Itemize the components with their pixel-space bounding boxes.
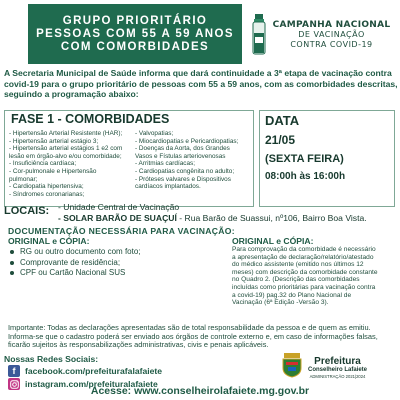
comorbidities-column-2 bbox=[135, 130, 255, 191]
header-banner bbox=[28, 4, 242, 64]
comorbidity-item: - Cor-pulmonale e Hipertensão bbox=[9, 167, 97, 175]
comorbidity-item: - Cardiopatia hipertensiva; bbox=[9, 183, 84, 191]
phase-box bbox=[4, 110, 254, 207]
campaign-line-1: CAMPANHA NACIONAL bbox=[272, 20, 391, 30]
date-hours: 08:00h às 16:00h bbox=[265, 171, 346, 182]
brand-line-1: Prefeitura bbox=[314, 355, 361, 367]
date-box bbox=[259, 110, 395, 207]
social-title: Nossas Redes Sociais: bbox=[4, 354, 99, 364]
comorbidity-item: Vasos e Fístulas arteriovenosas bbox=[135, 152, 226, 160]
important-notice: Importante: Todas as declarações apresentadas são de total responsabilidade da pessoa e de quem as emitiu. Informa-se que o cadastro poderá ser enviado aos órgãos de controle externo e, em caso de informações falsas, ficarão sujeitos às responsabilizações administrativas, civis e penais aplicáveis. bbox=[8, 323, 378, 350]
header-title-line-3: COM COMORBIDADES bbox=[60, 40, 210, 53]
local-solar-address: - Rua Barão de Suassui, nº106, Bairro Boa Vista. bbox=[176, 213, 367, 223]
bullet-icon bbox=[10, 250, 14, 254]
campaign-line-2: DE VACINAÇÃO bbox=[298, 30, 365, 39]
intro-paragraph: A Secretaria Municipal de Saúde informa que dará continuidade a 3ª etapa de vacinação contra covid-19 para o grupo prioritário de pessoas com 55 a 59 anos, com as comorbidades descritas, seguindo a programação abaixo: bbox=[4, 68, 398, 99]
comorbidity-item: cardíacos implantados. bbox=[135, 183, 201, 191]
date-weekday: (SEXTA FEIRA) bbox=[265, 153, 344, 165]
docs-right-heading: ORIGINAL e CÓPIA: bbox=[232, 236, 314, 246]
brand-line-2: Conselheiro Lafaiete bbox=[308, 366, 368, 373]
docs-left-heading: ORIGINAL e CÓPIA: bbox=[8, 236, 90, 246]
phase-title: FASE 1 - COMORBIDADES bbox=[11, 112, 170, 126]
docs-list bbox=[8, 247, 208, 279]
vaccine-vial-icon bbox=[248, 12, 270, 58]
campaign-text bbox=[270, 20, 393, 50]
local-solar-name: - SOLAR BARÃO DE SUAÇUÍ bbox=[58, 213, 177, 223]
docs-title: DOCUMENTAÇÃO NECESSÁRIA PARA VACINAÇÃO: bbox=[8, 226, 235, 236]
date-day: 21/05 bbox=[265, 133, 296, 147]
local-central: - Unidade Central de Vacinação bbox=[58, 202, 180, 212]
prefeitura-text bbox=[308, 357, 367, 379]
comorbidity-item: - Miocardiopatias e Pericardiopatias; bbox=[135, 137, 239, 145]
instagram-link-text: instagram.com/prefeituralafaiete bbox=[25, 379, 158, 389]
brand-line-3: ADMINISTRAÇÃO 2021|2024 bbox=[309, 373, 366, 379]
header-title-line-1: GRUPO PRIORITÁRIO bbox=[62, 14, 208, 27]
comorbidity-item: - Síndromes coronarianas; bbox=[9, 190, 85, 198]
bullet-icon bbox=[10, 271, 14, 275]
prefeitura-logo bbox=[280, 355, 395, 380]
doc-item-text: RG ou outro documento com foto; bbox=[20, 247, 141, 256]
comorbidities-column-1 bbox=[9, 130, 129, 198]
list-item bbox=[8, 258, 208, 269]
comorbidity-item: - Doenças da Aorta, dos Grandes bbox=[135, 145, 230, 153]
doc-item-text: CPF ou Cartão Nacional SUS bbox=[20, 268, 126, 277]
facebook-link[interactable] bbox=[8, 365, 162, 377]
city-crest-icon bbox=[280, 352, 304, 383]
list-item bbox=[8, 268, 208, 279]
comorbidity-item: - Próteses valvares e Dispositivos bbox=[135, 175, 231, 183]
comorbidity-item: - Hipertensão Arterial Resistente (HAR); bbox=[9, 130, 123, 137]
comorbidity-item: - Cardiopatias congênita no adulto; bbox=[135, 167, 235, 175]
comorbidity-item: pulmonar; bbox=[9, 175, 38, 183]
comorbidity-item: - Arritmias cardíacas; bbox=[135, 160, 196, 168]
doc-item-text: Comprovante de residência; bbox=[20, 257, 121, 267]
header-title-line-2: PESSOAS COM 55 A 59 ANOS bbox=[36, 27, 234, 40]
website-footer[interactable]: Acesse: www.conselheirolafaiete.mg.gov.br bbox=[90, 385, 310, 397]
locais-label: LOCAIS: bbox=[4, 205, 50, 217]
comorbidity-item: lesão em órgão-alvo e/ou comorbidade; bbox=[9, 152, 122, 160]
comorbidity-item: - Insuficiência cardíaca; bbox=[9, 160, 77, 168]
bullet-icon bbox=[10, 261, 14, 265]
facebook-link-text: facebook.com/prefeiturafalafaiete bbox=[25, 366, 163, 376]
comorbidity-item: - Valvopatias; bbox=[135, 130, 174, 137]
campaign-line-3: CONTRA COVID-19 bbox=[290, 40, 373, 49]
docs-right-text: Para comprovação da comorbidade é necessário a apresentação de declaração/relatório/atestado do médico assistente (emitido nos últimos 12 meses) com descrição da comorbidade constante no Quadro 2. (Descrição das comorbidades incluídas como prioritárias para vacinação contra a covid-19) pag.32 do Plano Nacional de Vacinação (6ª Edição -Versão 3). bbox=[232, 246, 378, 307]
date-title: DATA bbox=[265, 113, 300, 128]
local-solar bbox=[58, 213, 367, 223]
facebook-icon: f bbox=[8, 365, 20, 377]
comorbidity-item: - Hipertensão arterial estágio 3; bbox=[9, 137, 99, 145]
list-item bbox=[8, 247, 208, 258]
comorbidity-item: - Hipertensão arterial estágios 1 e2 com bbox=[9, 145, 123, 153]
campaign-block bbox=[248, 10, 393, 60]
